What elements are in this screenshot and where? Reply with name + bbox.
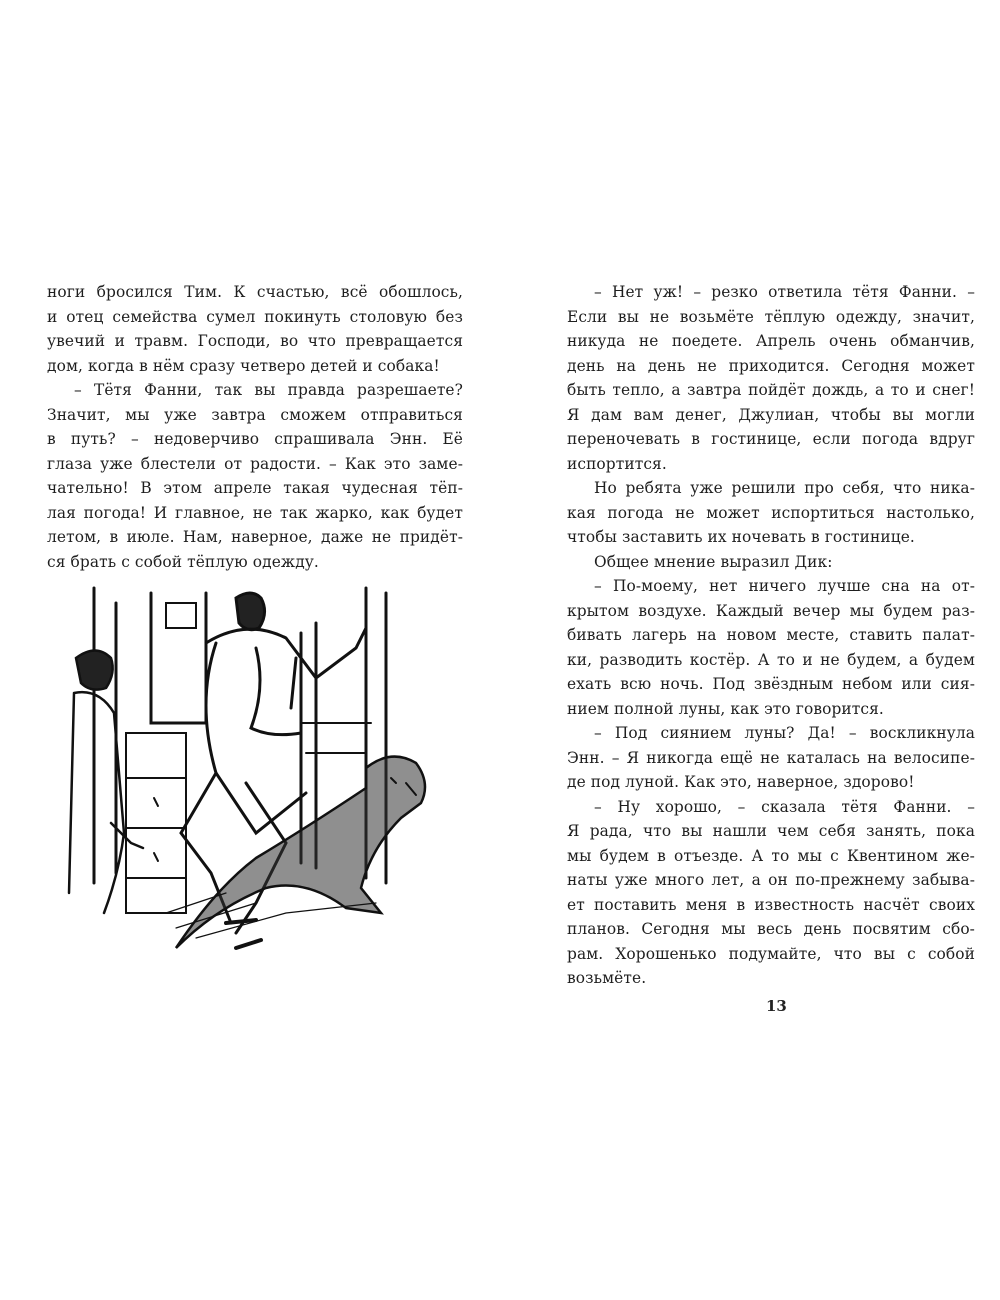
text-line: ся брать с собой тёплую одежду. — [47, 552, 319, 571]
text-line: ехать всю ночь. Под звёздным небом или сия- — [567, 675, 975, 693]
text-line: де под луной. Как это, наверное, здорово! — [567, 773, 915, 791]
text-line: переночевать в гостинице, если погода вдруг — [567, 430, 975, 448]
text-line: Я рада, что вы нашли чем себя занять, пока — [567, 822, 975, 840]
text-line: день на день не приходится. Сегодня может — [567, 356, 975, 375]
text-line: Я дам вам денег, Джулиан, чтобы вы могли — [567, 405, 975, 424]
text-line: чтобы заставить их ночевать в гостинице. — [567, 528, 915, 546]
boy-figure — [69, 651, 143, 914]
text-line: Но ребята уже решили про себя, что ника- — [594, 479, 975, 497]
text-line: летом, в июле. Нам, наверное, даже не придёт- — [47, 528, 463, 546]
text-line: – Под сиянием луны? Да! – воскликнула — [594, 724, 975, 742]
text-line: лая погода! И главное, не так жарко, как будет — [47, 503, 463, 522]
text-line: быть тепло, а завтра пойдёт дождь, а то и снег! — [567, 381, 975, 399]
text-line: – Ну хорошо, – сказала тётя Фанни. – — [594, 797, 975, 816]
right-page-text — [567, 280, 975, 991]
text-line: в путь? – недоверчиво спрашивала Энн. Её — [47, 430, 463, 448]
text-line: крытом воздухе. Каждый вечер мы будем раз- — [567, 601, 975, 620]
text-line: Если вы не возьмёте тёплую одежду, значит, — [567, 307, 975, 326]
text-line: планов. Сегодня мы весь день посвятим сбо- — [567, 920, 975, 938]
text-line: нием полной луны, как это говорится. — [567, 699, 884, 718]
text-line: ет поставить меня в известность насчёт своих — [567, 895, 975, 914]
text-line: мы будем в отъезде. А то мы с Квентином же- — [567, 846, 975, 865]
text-line: – По-моему, нет ничего лучше сна на от- — [594, 577, 975, 595]
text-line: Значит, мы уже завтра сможем отправиться — [47, 405, 463, 424]
text-line: никуда не поедете. Апрель очень обманчив, — [567, 332, 975, 350]
text-line: чательно! В этом апреле такая чудесная тёп- — [47, 479, 463, 497]
text-line: наты уже много лет, а он по-прежнему забыва- — [567, 871, 975, 889]
text-line: – Тётя Фанни, так вы правда разрешаете? — [74, 381, 463, 399]
text-line: ноги бросился Тим. К счастью, всё обошлось, — [47, 283, 463, 301]
text-line: глаза уже блестели от радости. – Как это заме- — [47, 454, 463, 473]
page-number: 13 — [766, 997, 787, 1015]
text-line: дом, когда в нём сразу четверо детей и собака! — [47, 356, 440, 375]
text-line: испортится. — [567, 454, 667, 473]
text-line: рам. Хорошенько подумайте, что вы с собой — [567, 944, 975, 963]
illustration-man-and-dog — [66, 583, 466, 968]
text-line: ки, разводить костёр. А то и не будем, а будем — [567, 650, 975, 669]
text-line: увечий и травм. Господи, во что превращается — [47, 332, 463, 350]
left-page-text — [47, 280, 463, 574]
text-line: – Нет уж! – резко ответила тётя Фанни. – — [594, 283, 975, 301]
text-line: кая погода не может испортиться настолько, — [567, 503, 975, 522]
text-line: возьмёте. — [567, 969, 647, 987]
text-line: бивать лагерь на новом месте, ставить палат- — [567, 626, 975, 644]
drawers — [126, 733, 186, 913]
text-line: Энн. – Я никогда ещё не каталась на велосипе- — [567, 748, 975, 767]
text-line: Общее мнение выразил Дик: — [594, 552, 833, 571]
text-line: и отец семейства сумел покинуть столовую без — [47, 307, 463, 326]
